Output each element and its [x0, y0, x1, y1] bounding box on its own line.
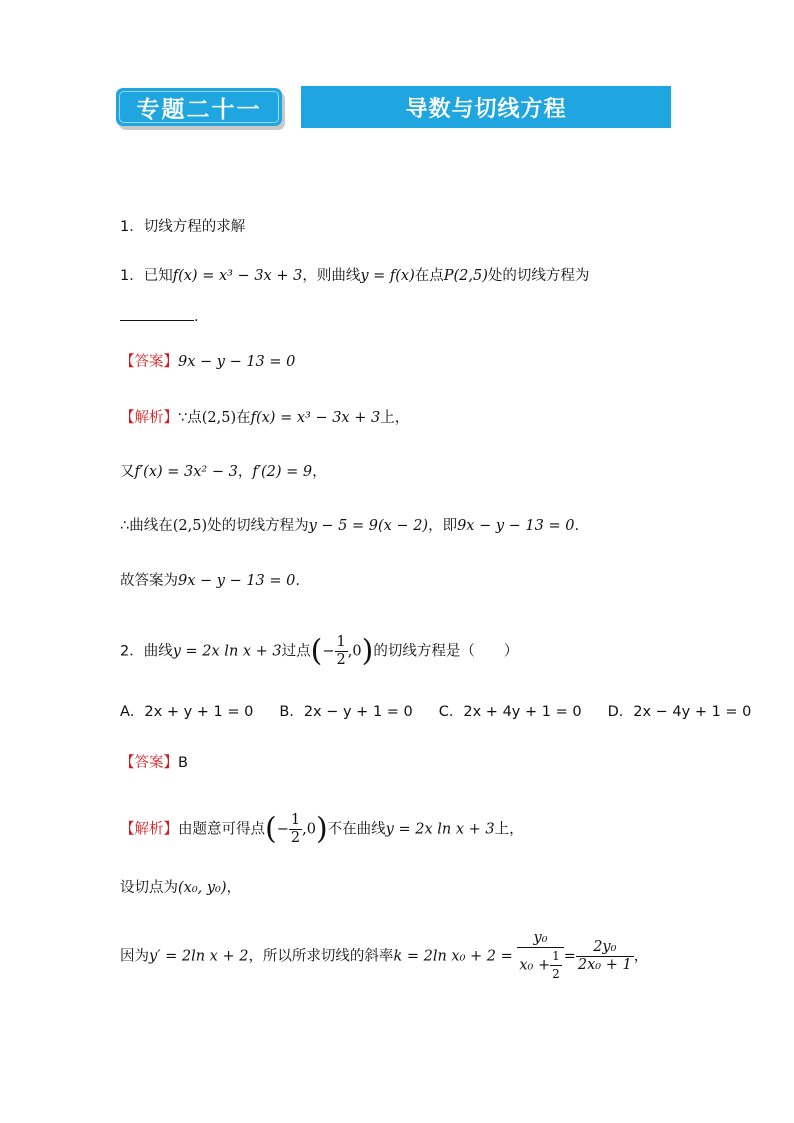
text: 又 — [120, 464, 135, 480]
numerator: 2y₀ — [576, 939, 634, 957]
answer-label: 【答案】 — [120, 354, 178, 370]
text: 过点 — [281, 643, 311, 660]
denominator — [517, 948, 563, 983]
q1-point: P(2,5) — [443, 268, 488, 284]
analysis-label: 【解析】 — [120, 410, 178, 426]
answer-blank-line — [120, 306, 194, 321]
left-paren: ( — [310, 633, 323, 669]
math: − — [322, 643, 335, 660]
math: = — [563, 948, 576, 965]
topic-title: 导数与切线方程 — [405, 96, 567, 122]
question-2 — [120, 634, 518, 669]
option-b: B．2x − y + 1 = 0 — [279, 704, 413, 720]
text: ，即 — [428, 518, 458, 534]
section-heading — [120, 217, 245, 237]
math: y = 2x ln x + 3 — [385, 821, 495, 838]
q1-solution-line-4 — [120, 571, 300, 591]
q1-solution-line-1 — [120, 408, 409, 428]
q1-stem: 在点 — [414, 268, 444, 284]
math: 9x − y − 13 = 0 — [457, 518, 575, 534]
math: ,0 — [347, 643, 362, 660]
left-paren: ( — [265, 811, 277, 847]
text: ，所以所求切线的斜率 — [248, 948, 394, 965]
text: 上， — [494, 821, 524, 838]
text: 的切线方程是（ ） — [373, 643, 519, 660]
q2-options — [120, 702, 777, 722]
topic-badge-text: 专题二十一 — [136, 96, 262, 123]
math: (2,5) — [172, 518, 208, 534]
q1-curve: y = f(x) — [360, 268, 415, 284]
q1-solution-line-3 — [120, 516, 579, 536]
slope-fraction-2 — [576, 939, 634, 974]
q1-answer-blank — [120, 306, 199, 327]
text: ∵点 — [178, 410, 202, 426]
denominator: 2 — [290, 830, 301, 846]
right-paren: ) — [361, 633, 374, 669]
numerator: 1 — [336, 634, 346, 650]
fraction — [289, 812, 302, 847]
text: 因为 — [120, 948, 149, 965]
topic-badge — [116, 88, 282, 126]
denominator: 2 — [336, 652, 346, 668]
text: . — [574, 518, 580, 534]
math: ,0 — [302, 821, 316, 838]
math: 9x − y − 13 = 0 — [178, 573, 296, 589]
numerator: 1 — [550, 948, 562, 966]
math: (2,5) — [201, 410, 237, 426]
math: k = 2ln x₀ + 2 = — [393, 948, 513, 965]
denominator: 2x₀ + 1 — [577, 957, 632, 973]
q1-answer — [120, 352, 295, 372]
math: x₀ + — [519, 957, 551, 974]
text: 不在曲线 — [327, 821, 386, 838]
text: 处的切线方程为 — [207, 518, 309, 534]
q1-solution-line-2 — [120, 462, 327, 482]
text: 2．曲线 — [120, 643, 173, 660]
text: 由题意可得点 — [178, 821, 265, 838]
q2-answer — [120, 753, 188, 773]
text: 上， — [380, 410, 410, 426]
text: ∴曲线在 — [120, 518, 173, 534]
analysis-label: 【解析】 — [120, 821, 178, 838]
topic-badge-border — [119, 91, 279, 123]
math: y − 5 = 9(x − 2) — [308, 518, 429, 534]
text: ， — [312, 464, 327, 480]
q1-answer-value: 9x − y − 13 = 0 — [178, 354, 296, 370]
math: (x₀, y₀) — [178, 880, 227, 896]
q2-curve: y = 2x ln x + 3 — [172, 643, 282, 660]
math: y′ = 2ln x + 2 — [149, 948, 249, 965]
denominator: 2 — [552, 967, 560, 981]
q2-solution-line-3 — [120, 930, 648, 983]
q2-solution-line-2 — [120, 878, 241, 898]
question-1 — [120, 266, 589, 286]
text: ， — [237, 464, 253, 480]
numerator: 1 — [290, 812, 301, 828]
q1-function: f(x) = x³ − 3x + 3 — [172, 268, 303, 284]
math: f′(2) = 9 — [252, 464, 313, 480]
numerator: y₀ — [517, 930, 563, 948]
q1-period: . — [194, 309, 199, 325]
math: f(x) = x³ − 3x + 3 — [250, 410, 381, 426]
right-paren: ) — [315, 811, 328, 847]
fraction — [335, 634, 348, 669]
text: 设切点为 — [120, 880, 178, 896]
topic-title-bar — [301, 86, 671, 128]
text: ， — [226, 880, 242, 896]
option-d: D．2x − 4y + 1 = 0 — [607, 704, 752, 720]
slope-fraction-1 — [517, 930, 563, 983]
math: − — [276, 821, 289, 838]
answer-label: 【答案】 — [120, 755, 178, 771]
text: . — [295, 573, 300, 589]
q1-stem: ，则曲线 — [302, 268, 361, 284]
text: 在 — [236, 410, 251, 426]
q1-stem: 处的切线方程为 — [487, 268, 590, 284]
option-a: A．2x + y + 1 = 0 — [120, 704, 254, 720]
inner-fraction — [550, 948, 562, 983]
text: ， — [633, 948, 649, 965]
q2-solution-line-1 — [120, 812, 524, 847]
q1-stem: 1．已知 — [120, 268, 173, 284]
text: 故答案为 — [120, 573, 178, 589]
section-heading-text: 1．切线方程的求解 — [120, 219, 246, 235]
option-c: C．2x + 4y + 1 = 0 — [438, 704, 582, 720]
q2-answer-value: B — [178, 755, 188, 771]
math: f′(x) = 3x² − 3 — [134, 464, 238, 480]
